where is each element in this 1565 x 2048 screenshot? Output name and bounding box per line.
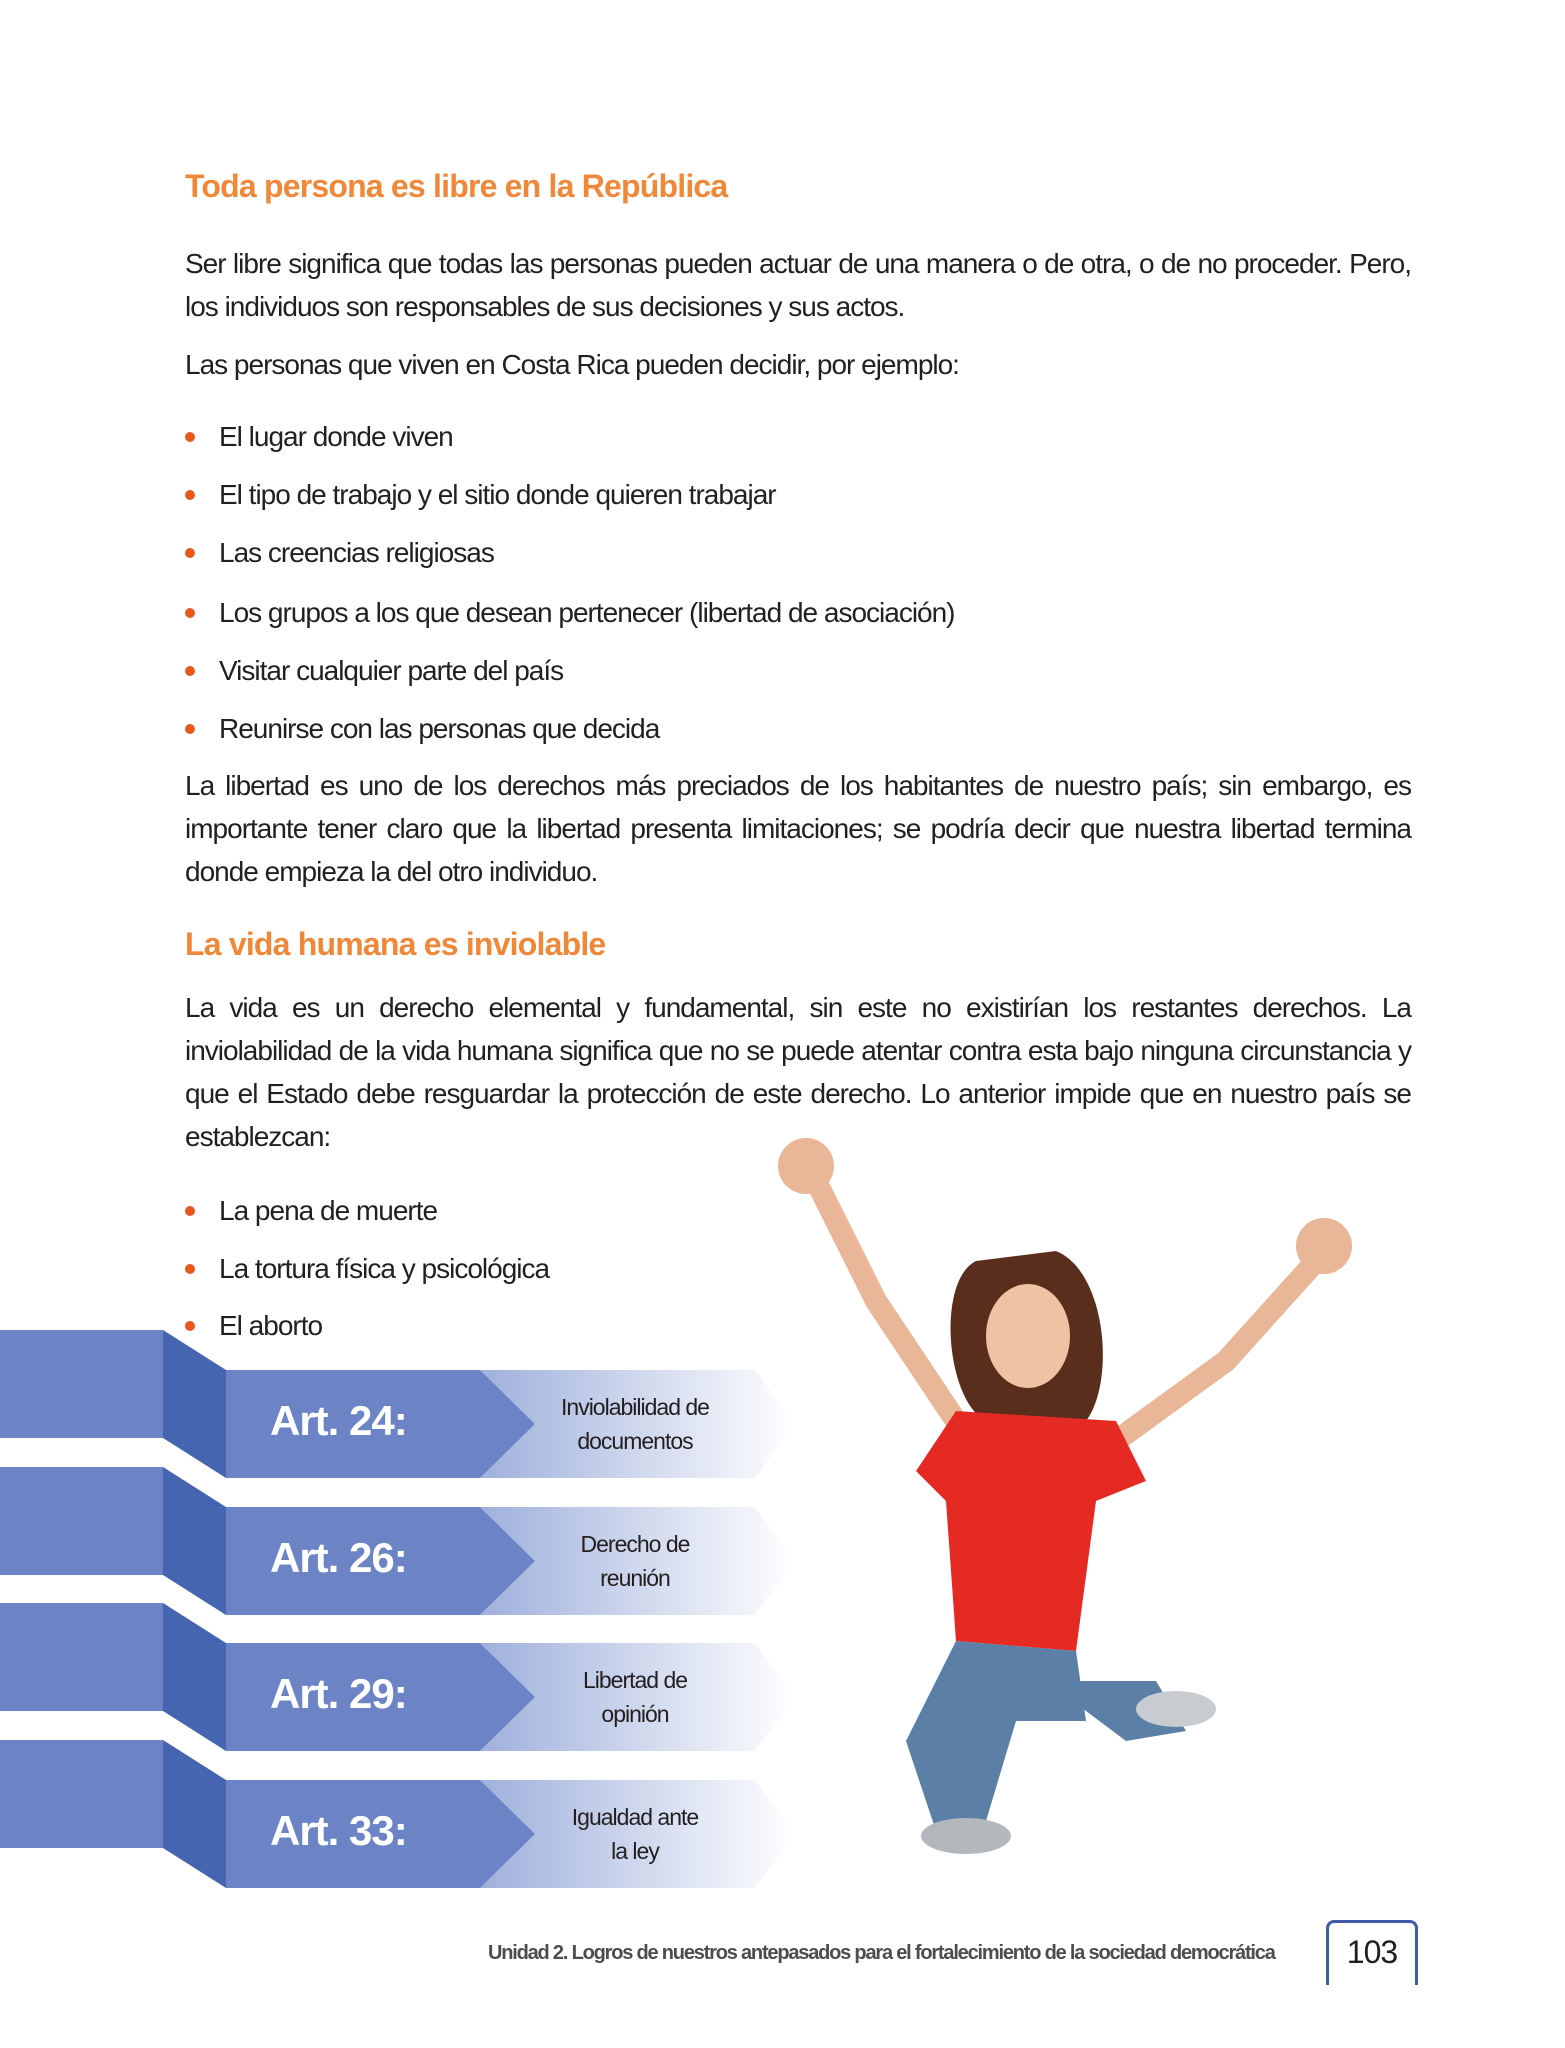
article-description [535,1800,735,1868]
list-item-text: Reunirse con las personas que decida [219,713,660,744]
list-item [185,415,453,458]
bullet-icon [185,608,195,618]
article-description-line: la ley [611,1838,659,1864]
paragraph-limitaciones: La libertad es uno de los derechos más preciados de los habitantes de nuestro país; sin embargo, es importante tener claro que la libertad presenta limitaciones; se podría decir que nuestra libertad termina donde empieza la del otro individuo. [185,770,1411,887]
heading-vida: La vida humana es inviolable [185,926,606,962]
bullet-icon [185,1264,195,1274]
article-description [535,1390,735,1458]
list-item [185,707,659,750]
list-item [185,591,955,634]
list-item [185,649,563,692]
jumping-girl-image [756,1121,1386,1861]
article-description-line: opinión [601,1701,669,1727]
article-number: Art. 26: [270,1534,407,1581]
article-band [0,1603,800,1763]
list-item-text: El aborto [219,1310,323,1341]
bullet-icon [185,724,195,734]
list-item-text: El lugar donde viven [219,421,453,452]
list-item [185,1247,549,1290]
paragraph-libre: Ser libre significa que todas las personas pueden actuar de una manera o de otra, o de no proceder. Pero, los individuos son responsables de sus decisiones y sus actos. [185,248,1411,322]
list-item-text: La tortura física y psicológica [219,1253,550,1284]
article-description-line: Libertad de [582,1667,688,1693]
list-item [185,531,494,574]
footer-unit-title: Unidad 2. Logros de nuestros antepasados para el fortalecimiento de la sociedad democrática [488,1942,1275,1964]
article-description-line: documentos [577,1428,693,1454]
bullet-icon [185,432,195,442]
article-number: Art. 29: [270,1670,407,1717]
article-description-line: Igualdad ante [571,1804,699,1830]
list-item-text: Los grupos a los que desean pertenecer (libertad de asociación) [219,597,955,628]
bullet-icon [185,666,195,676]
paragraph-costa-rica: Las personas que viven en Costa Rica pueden decidir, por ejemplo: [185,349,959,380]
heading-libertad: Toda persona es libre en la República [185,168,728,204]
article-band [0,1330,800,1490]
paragraph-vida: La vida es un derecho elemental y fundamental, sin este no existirían los restantes derechos. La inviolabilidad de la vida humana significa que no se puede atentar contra esta bajo ninguna circunstancia y que el Estado debe resguardar la protección de este derecho. Lo anterior impide que en nuestro país se establezcan: [185,992,1411,1152]
article-number: Art. 24: [270,1397,407,1444]
article-description-line: Inviolabilidad de [561,1394,709,1420]
article-band [0,1740,800,1900]
bullet-icon [185,1206,195,1216]
article-description [535,1527,735,1595]
list-item-text: La pena de muerte [219,1195,438,1226]
article-description-line: reunión [600,1565,670,1591]
list-item [185,473,776,516]
list-item-text: Visitar cualquier parte del país [219,655,564,686]
list-item-text: El tipo de trabajo y el sitio donde quieren trabajar [219,479,776,510]
bullet-icon [185,548,195,558]
list-item [185,1189,437,1232]
article-number: Art. 33: [270,1807,407,1854]
article-description-line: Derecho de [580,1531,690,1557]
list-item-text: Las creencias religiosas [219,537,494,568]
page-number: 103 [1326,1920,1418,1985]
bullet-icon [185,490,195,500]
article-description [535,1663,735,1731]
